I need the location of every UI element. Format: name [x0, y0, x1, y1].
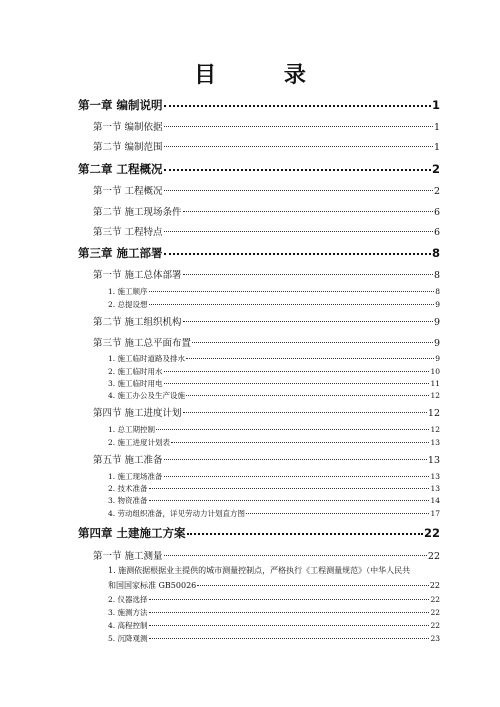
toc-item[interactable]	[108, 352, 440, 364]
page-number: 22	[430, 607, 440, 617]
item-label: 5. 沉降观测	[108, 633, 148, 643]
page-number: 22	[430, 594, 440, 604]
dot-leader	[149, 480, 430, 489]
page-number: 23	[430, 633, 440, 643]
dot-leader	[164, 241, 431, 255]
toc-item[interactable]	[108, 436, 440, 448]
page-number: 17	[430, 508, 440, 518]
section-label: 第二节 编制范围	[93, 142, 163, 153]
chapter-label: 第一章 编制说明	[78, 97, 163, 112]
toc-item[interactable]	[108, 298, 440, 310]
toc-section[interactable]	[93, 224, 440, 238]
toc-section[interactable]	[93, 548, 440, 562]
section-label: 第二节 施工组织机构	[93, 317, 182, 328]
dot-leader	[164, 222, 433, 233]
dot-leader	[149, 591, 430, 600]
item-label: 3. 施工临时用电	[108, 378, 163, 388]
item-label: 2. 施工临时用水	[108, 366, 163, 376]
item-label: 2. 总提设想	[108, 299, 148, 309]
item-label-line2: 和国国家标准 GB50026	[108, 581, 197, 590]
page-number: 1	[433, 142, 440, 153]
item-label: 4. 劳动组织准备，详见劳动力计划直方图	[108, 508, 246, 518]
section-label: 第一节 施工总体部署	[93, 270, 182, 281]
dot-leader	[183, 403, 427, 414]
page-number: 12	[430, 424, 440, 434]
dot-leader	[164, 546, 427, 557]
page-number: 11	[430, 378, 440, 388]
page-number: 9	[433, 338, 440, 349]
toc-section[interactable]	[93, 405, 440, 419]
section-label: 第一节 工程概况	[93, 186, 163, 197]
dot-leader	[171, 434, 429, 443]
dot-leader	[183, 202, 433, 213]
section-label: 第二节 施工现场条件	[93, 207, 182, 218]
toc-item[interactable]	[108, 494, 440, 506]
toc-item-wrapped-continuation[interactable]	[108, 579, 440, 591]
page-number: 12	[430, 390, 440, 400]
section-label: 第三节 施工总平面布置	[93, 338, 192, 349]
item-label: 1. 施工现场准备	[108, 471, 163, 481]
page-number: 9	[433, 317, 440, 328]
toc-item[interactable]	[108, 632, 440, 644]
dot-leader	[164, 137, 433, 148]
section-label: 第一节 编制依据	[93, 122, 163, 133]
toc-item[interactable]	[108, 285, 440, 297]
dot-leader	[164, 375, 430, 384]
dot-leader	[149, 296, 435, 305]
item-label: 4. 高程控制	[108, 620, 148, 630]
dot-leader	[149, 604, 430, 613]
item-label: 2. 施工进度计划表	[108, 437, 171, 447]
dot-leader	[164, 93, 431, 107]
toc-item-wrapped[interactable]	[108, 564, 438, 577]
section-label: 第一节 施工测量	[93, 551, 163, 562]
page-number: 2	[433, 186, 440, 197]
dot-leader	[149, 630, 430, 639]
dot-leader	[156, 421, 429, 430]
toc-item[interactable]	[108, 423, 440, 435]
section-label: 第四节 施工进度计划	[93, 408, 182, 419]
toc-section[interactable]	[93, 335, 440, 349]
item-label: 2. 技术准备	[108, 483, 148, 493]
dot-leader	[246, 505, 429, 514]
dot-leader	[186, 387, 429, 396]
page-number: 8	[431, 245, 440, 260]
dot-leader	[192, 333, 433, 344]
section-label: 第五节 施工准备	[93, 455, 163, 466]
toc-item[interactable]	[108, 507, 440, 519]
item-label: 1. 施工顺序	[108, 286, 148, 296]
dot-leader	[164, 450, 427, 461]
toc-section[interactable]	[93, 452, 440, 466]
page-number: 22	[423, 525, 440, 540]
chapter-label: 第三章 施工部署	[78, 245, 163, 260]
item-label: 3. 施测方法	[108, 607, 148, 617]
page-number: 22	[427, 551, 440, 562]
dot-leader	[164, 117, 433, 128]
page-number: 13	[430, 471, 440, 481]
toc-chapter-3[interactable]	[78, 243, 440, 261]
toc-section[interactable]	[93, 314, 440, 328]
chapter-label: 第二章 工程概况	[78, 161, 163, 176]
page-number: 8	[433, 270, 440, 281]
toc-section[interactable]	[93, 119, 440, 133]
page-number: 10	[430, 366, 440, 376]
item-label: 1. 总工期控制	[108, 424, 156, 434]
toc-section[interactable]	[93, 267, 440, 281]
toc-chapter-4[interactable]	[78, 523, 440, 541]
chapter-label: 第四章 土建施工方案	[78, 525, 186, 540]
dot-leader	[197, 577, 429, 586]
item-label-line1: 1. 施测依据根据业主提供的城市测量控制点，严格执行《工程测量规范》（中华人民共	[108, 566, 411, 575]
page-number: 6	[433, 207, 440, 218]
page-number: 22	[429, 581, 440, 590]
dot-leader	[164, 468, 430, 477]
page-number: 13	[430, 437, 440, 447]
section-label: 第三节 工程特点	[93, 227, 163, 238]
page-number: 9	[435, 299, 440, 309]
toc-section[interactable]	[93, 204, 440, 218]
toc-section[interactable]	[93, 183, 440, 197]
page-number: 22	[430, 620, 440, 630]
page-number: 2	[431, 161, 440, 176]
page-number: 14	[430, 495, 440, 505]
page-number: 1	[433, 122, 440, 133]
dot-leader	[186, 350, 434, 359]
dot-leader	[149, 617, 430, 626]
dot-leader	[149, 492, 430, 501]
dot-leader	[164, 157, 431, 171]
item-label: 3. 物资准备	[108, 495, 148, 505]
dot-leader	[164, 181, 433, 192]
toc-title: 目 录	[194, 63, 336, 88]
dot-leader	[183, 312, 433, 323]
item-label: 2. 仪器选择	[108, 594, 148, 604]
dot-leader	[187, 521, 423, 535]
item-label: 1. 施工临时道路及排水	[108, 353, 186, 363]
dot-leader	[149, 283, 435, 292]
page-number: 1	[431, 97, 440, 112]
dot-leader	[183, 265, 433, 276]
page-number: 12	[427, 408, 440, 419]
toc-chapter-1[interactable]	[78, 95, 440, 113]
toc-item[interactable]	[108, 606, 440, 618]
page-number: 8	[435, 286, 440, 296]
toc-chapter-2[interactable]	[78, 159, 440, 177]
page-number: 9	[435, 353, 440, 363]
toc-section[interactable]	[93, 139, 440, 153]
item-label: 4. 施工办公及生产设施	[108, 390, 186, 400]
toc-item[interactable]	[108, 593, 440, 605]
page-number: 13	[427, 455, 440, 466]
dot-leader	[164, 363, 430, 372]
toc-item[interactable]	[108, 389, 440, 401]
page-number: 13	[430, 483, 440, 493]
page-number: 6	[433, 227, 440, 238]
toc-item[interactable]	[108, 619, 440, 631]
